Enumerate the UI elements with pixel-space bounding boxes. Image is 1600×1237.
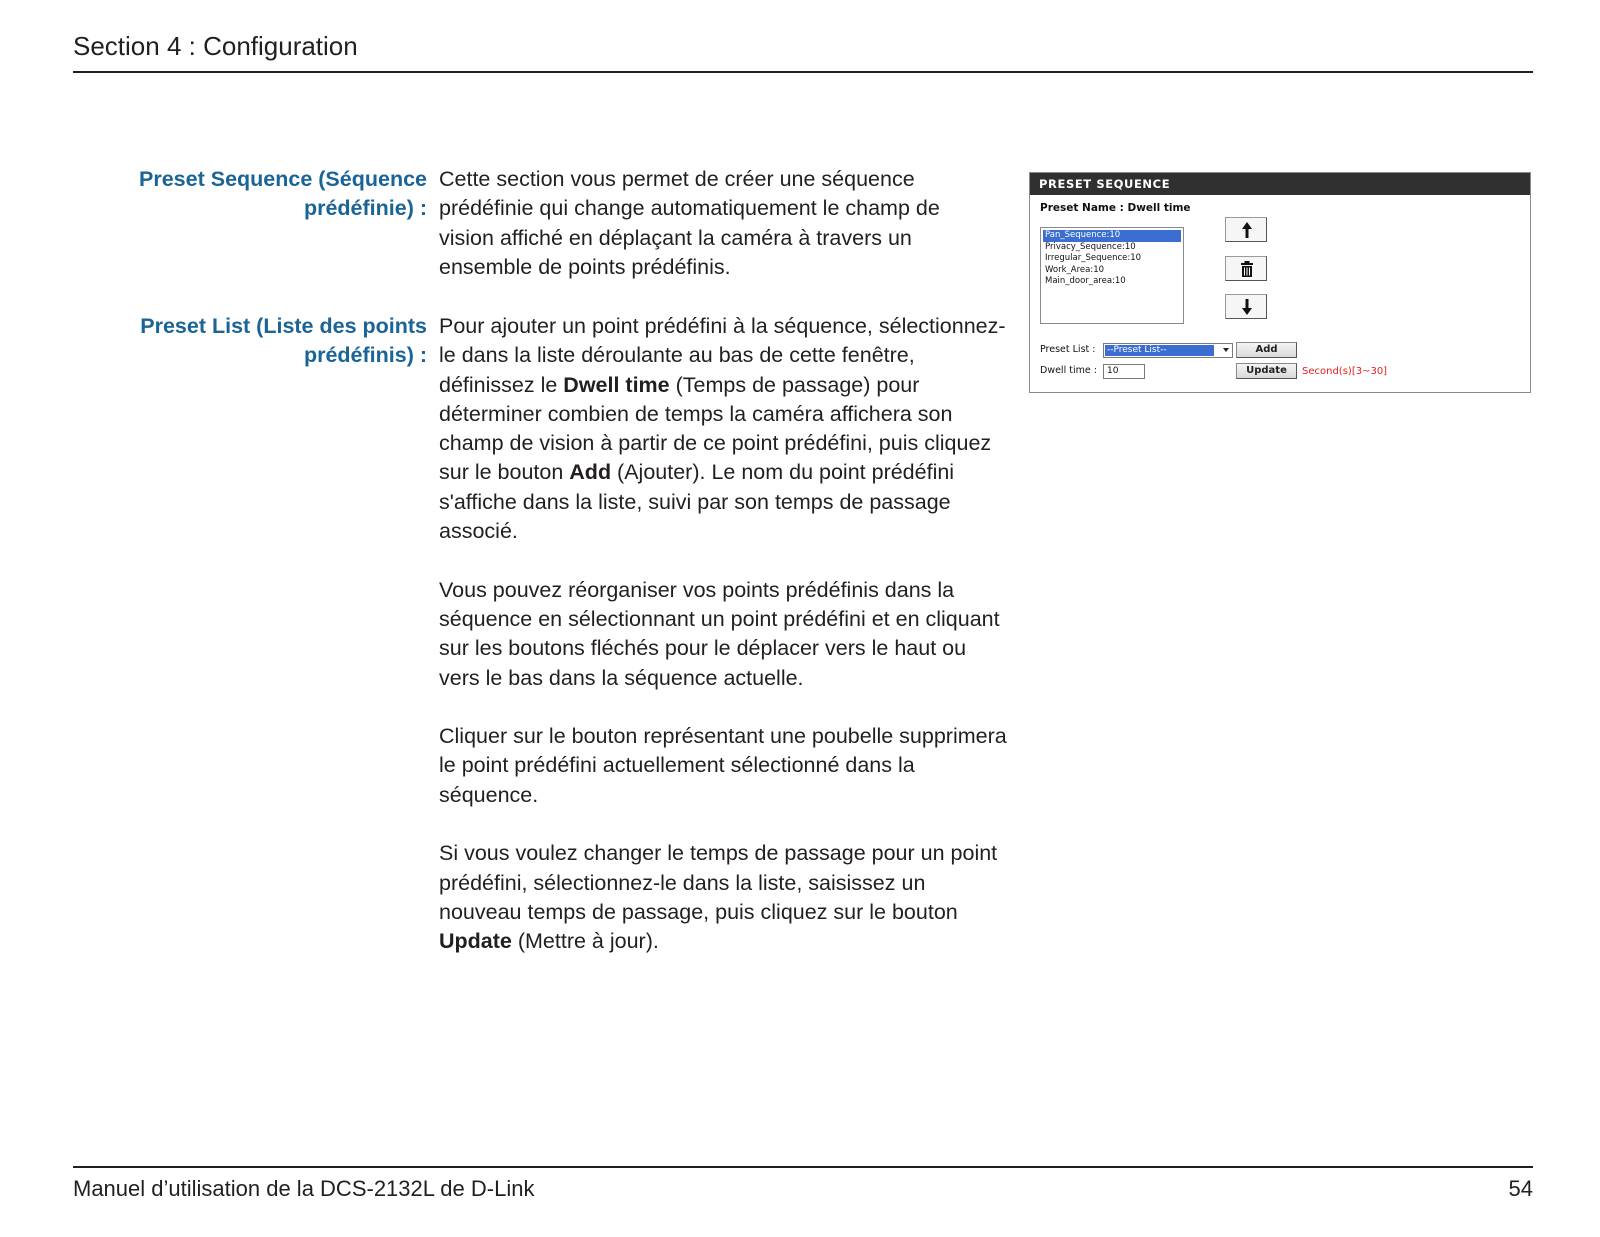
preset-sequence-panel: [1029, 172, 1531, 393]
page-number: 54: [1508, 1176, 1533, 1201]
seconds-range-note: Second(s)[3~30]: [1302, 366, 1388, 377]
update-term: Update: [439, 929, 512, 954]
panel-header: PRESET SEQUENCE: [1030, 173, 1530, 195]
delete-button[interactable]: [1225, 256, 1267, 281]
preset-sequence-description: [439, 165, 984, 282]
preset-list-select[interactable]: [1103, 343, 1233, 358]
paragraph: Si vous voulez changer le temps de passage pour un point prédéfini, sélectionnez-le dans la liste, saisissez un nouveau temps de passage, puis cliquez sur le bouton Update (Mettre à jour).: [439, 841, 998, 954]
list-item[interactable]: Irregular_Sequence:10: [1045, 253, 1142, 264]
dwell-time-input[interactable]: 10: [1103, 364, 1145, 379]
footer-manual-title: Manuel d’utilisation de la DCS-2132L de D-Link: [73, 1176, 535, 1201]
update-button[interactable]: Update: [1236, 363, 1297, 379]
preset-list-selected-value: --Preset List--: [1105, 345, 1214, 356]
paragraph: Cliquer sur le bouton représentant une poubelle supprimera le point prédéfini actuellement sélectionné dans la séquence.: [439, 724, 1007, 807]
chevron-down-icon: [1223, 348, 1229, 352]
preset-name-label: Preset Name : Dwell time: [1040, 202, 1191, 214]
dwell-time-field-label: Dwell time :: [1040, 365, 1097, 376]
list-item[interactable]: Work_Area:10: [1045, 264, 1105, 275]
list-item[interactable]: Privacy_Sequence:10: [1045, 241, 1136, 252]
trash-icon: [1239, 260, 1255, 278]
dwell-time-term: Dwell time: [563, 372, 670, 397]
footer-rule: [73, 1166, 1533, 1168]
up-arrow-icon: [1239, 221, 1255, 239]
preset-list-description: [439, 312, 1011, 957]
preset-sequence-label: Preset Sequence (Séquence prédéfinie) :: [139, 167, 427, 221]
sequence-list[interactable]: [1040, 227, 1184, 324]
paragraph: Pour ajouter un point prédéfini à la séquence, sélectionnez-le dans la liste déroulante au bas de cette fenêtre, définissez le Dwell time (Temps de passage) pour déterminer combien de temps la caméra affichera son champ de vision à partir de ce point prédéfini, puis cliquez sur le bouton Add (Ajouter). Le nom du point prédéfini s'affiche dans la liste, suivi par son temps de passage associé.: [439, 314, 1006, 544]
section-title: Section 4 : Configuration: [73, 31, 358, 61]
preset-list-label: Preset List (Liste des points prédéfinis) :: [140, 314, 427, 368]
move-up-button[interactable]: [1225, 217, 1267, 242]
paragraph: Vous pouvez réorganiser vos points prédéfinis dans la séquence en sélectionnant un point prédéfini et en cliquant sur les boutons fléchés pour le déplacer vers le haut ou vers le bas dans la séquence actuelle.: [439, 577, 1000, 690]
down-arrow-icon: [1239, 298, 1255, 316]
paragraph: Cette section vous permet de créer une séquence prédéfinie qui change automatiquement le champ de vision affiché en déplaçant la caméra à travers un ensemble de points prédéfinis.: [439, 167, 940, 279]
header-rule: [73, 71, 1533, 73]
list-item[interactable]: Pan_Sequence:10: [1043, 230, 1181, 242]
list-item[interactable]: Main_door_area:10: [1045, 276, 1126, 287]
add-button[interactable]: Add: [1236, 342, 1297, 358]
add-term: Add: [569, 460, 612, 485]
move-down-button[interactable]: [1225, 294, 1267, 319]
preset-list-field-label: Preset List :: [1040, 344, 1096, 355]
